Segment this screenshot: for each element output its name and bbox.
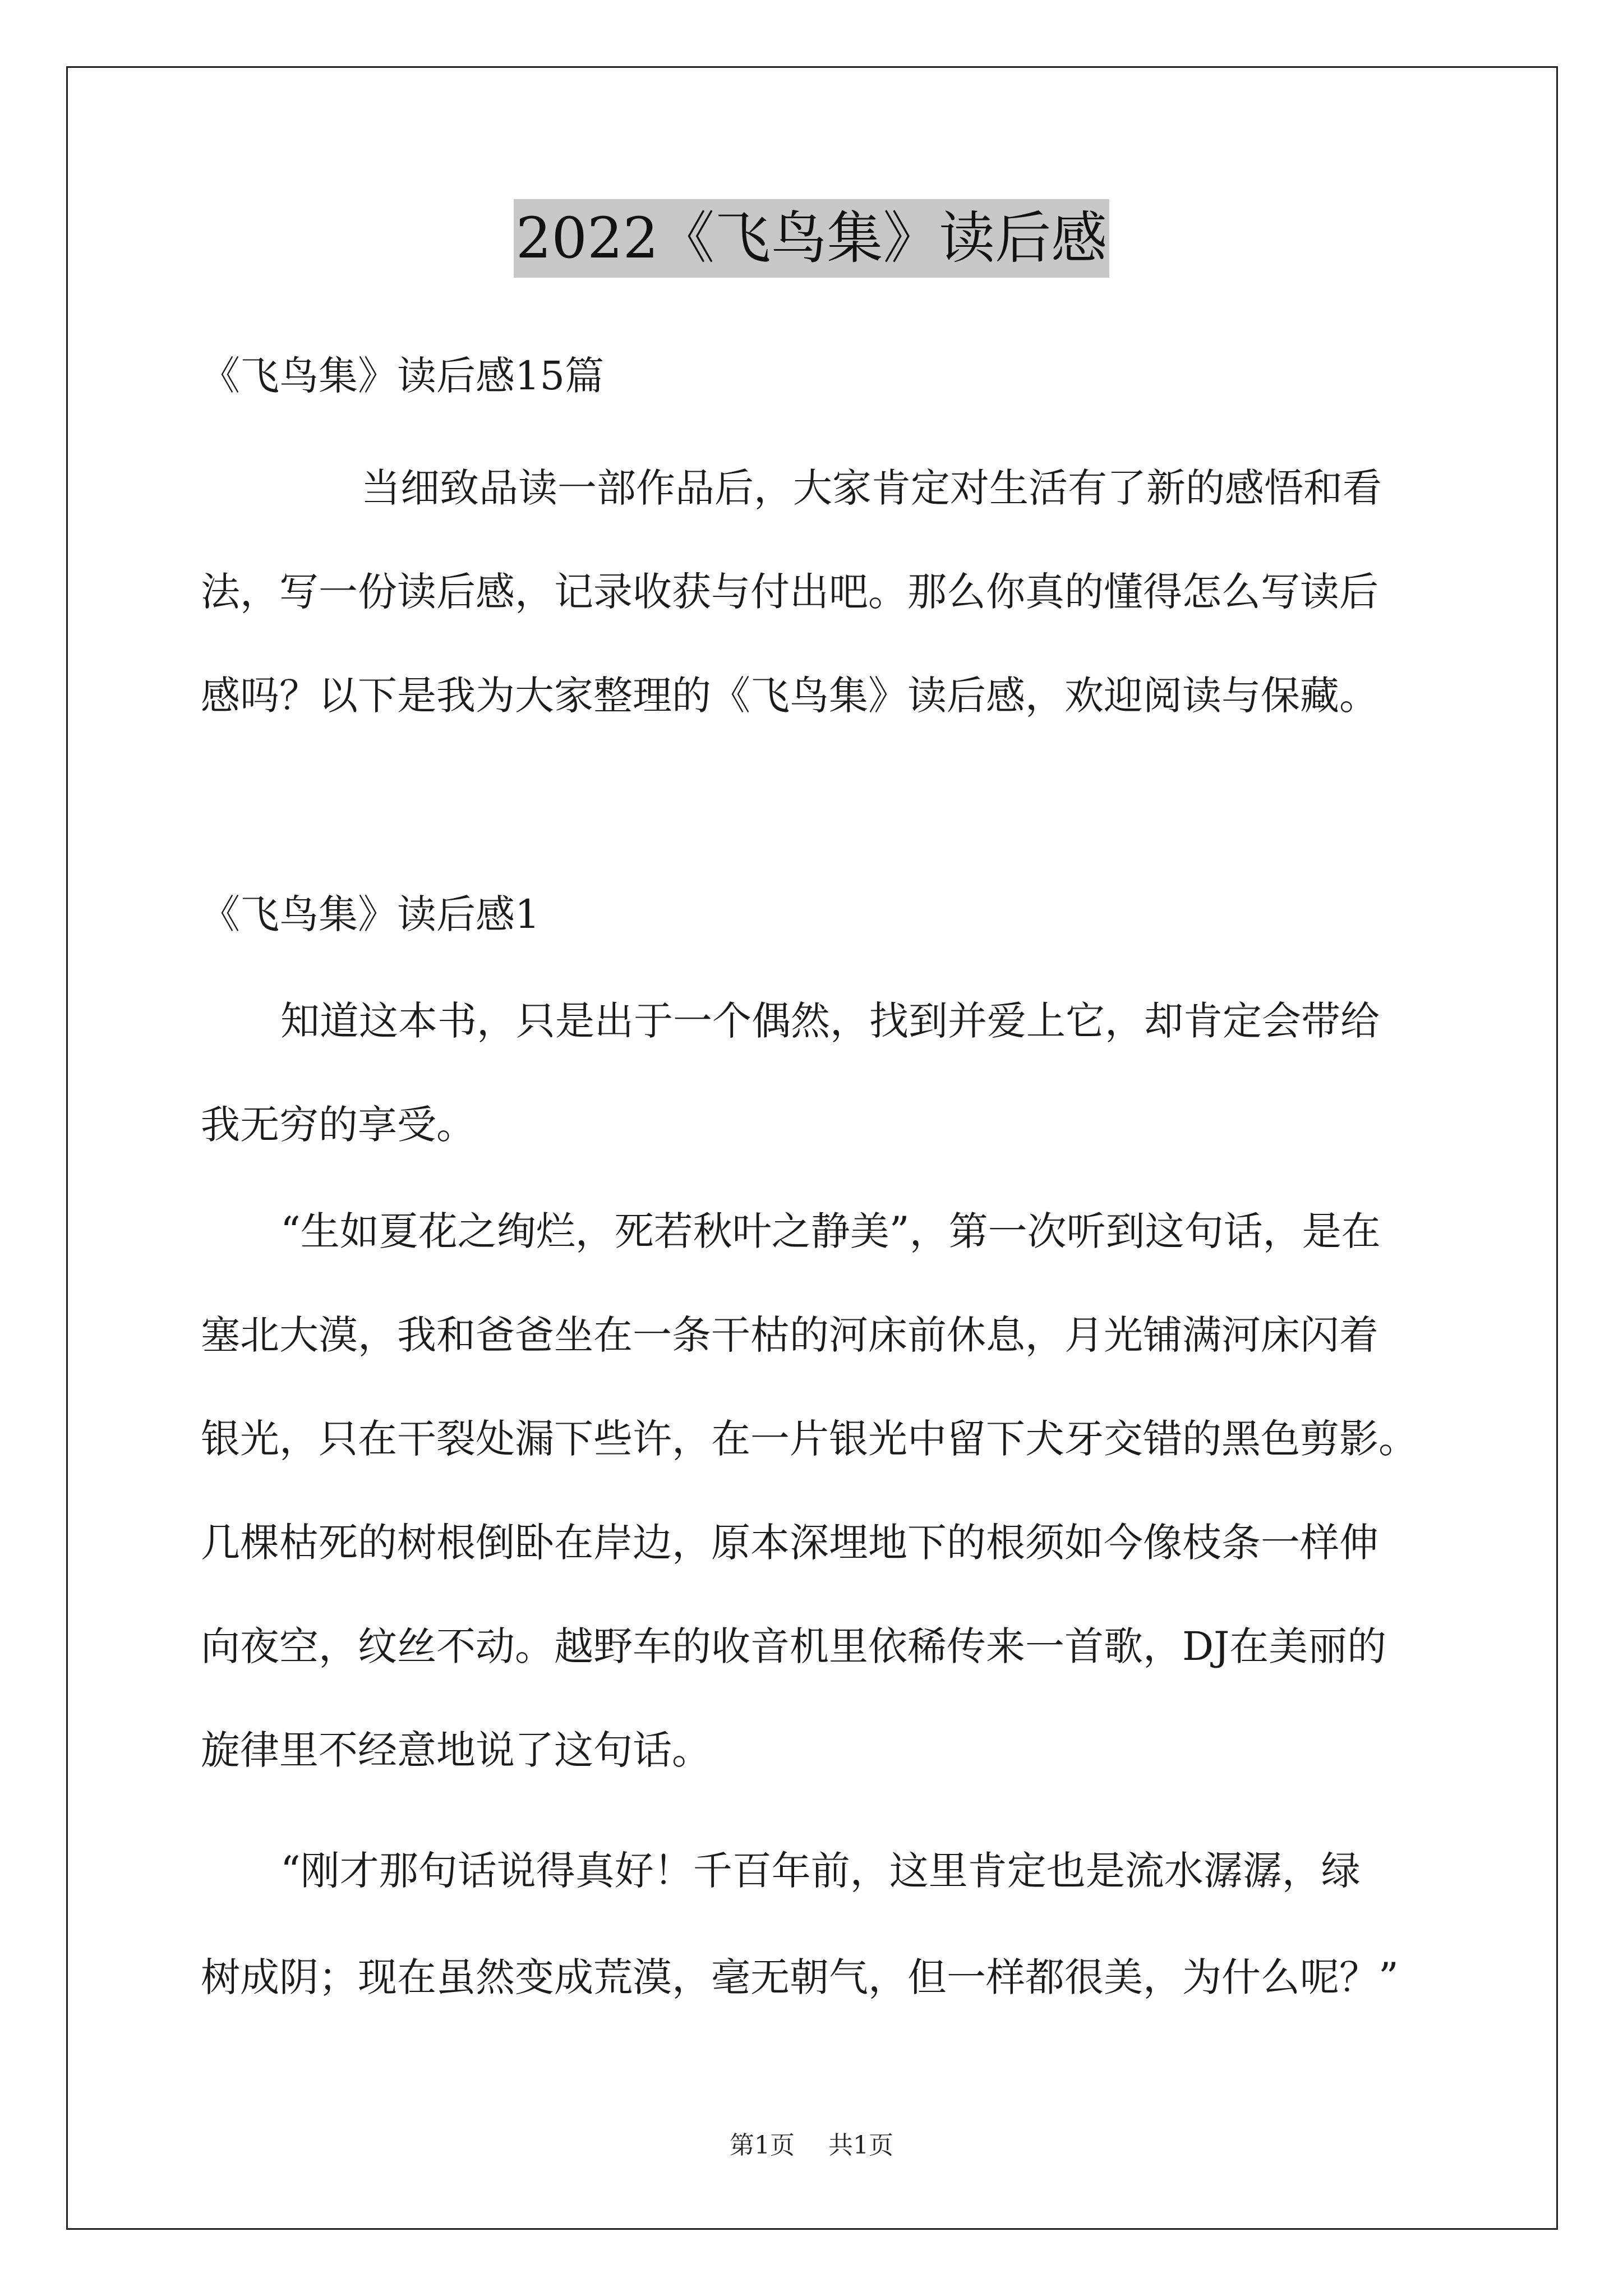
body-line-2: 我无穷的享受。 bbox=[201, 1102, 476, 1148]
page-total: 共1页 bbox=[828, 2131, 893, 2160]
body-line-7: 向夜空，纹丝不动。越野车的收音机里依稀传来一首歌，DJ在美丽的 bbox=[201, 1623, 1387, 1669]
page-number: 第1页 bbox=[730, 2131, 795, 2160]
document-title: 2022《飞鸟集》读后感 bbox=[514, 199, 1110, 278]
title-container bbox=[0, 199, 1623, 278]
page-footer bbox=[0, 2129, 1623, 2162]
body-line-3: “生如夏花之绚烂，死若秋叶之静美”，第一次听到这句话，是在 bbox=[280, 1208, 1381, 1254]
body-line-4: 塞北大漠，我和爸爸坐在一条干枯的河床前休息，月光铺满河床闪着 bbox=[201, 1312, 1378, 1358]
body-line-9: “刚才那句话说得真好！千百年前，这里肯定也是流水潺潺，绿 bbox=[280, 1848, 1361, 1894]
subtitle: 《飞鸟集》读后感15篇 bbox=[201, 353, 605, 399]
body-line-10: 树成阴；现在虽然变成荒漠，毫无朝气，但一样都很美，为什么呢？” bbox=[201, 1954, 1399, 2000]
body-line-6: 几棵枯死的树根倒卧在岸边，原本深埋地下的根须如今像枝条一样伸 bbox=[201, 1520, 1378, 1566]
section-heading: 《飞鸟集》读后感1 bbox=[201, 891, 540, 937]
intro-line-3: 感吗？以下是我为大家整理的《飞鸟集》读后感，欢迎阅读与保藏。 bbox=[201, 673, 1378, 719]
body-line-5: 银光，只在干裂处漏下些许，在一片银光中留下犬牙交错的黑色剪影。 bbox=[201, 1416, 1418, 1462]
intro-line-1: 当细致品读一部作品后，大家肯定对生活有了新的感悟和看 bbox=[361, 465, 1382, 511]
body-line-1: 知道这本书，只是出于一个偶然，找到并爱上它，却肯定会带给 bbox=[280, 998, 1380, 1044]
body-line-8: 旋律里不经意地说了这句话。 bbox=[201, 1727, 711, 1773]
intro-line-2: 法，写一份读后感，记录收获与付出吧。那么你真的懂得怎么写读后 bbox=[201, 569, 1378, 615]
